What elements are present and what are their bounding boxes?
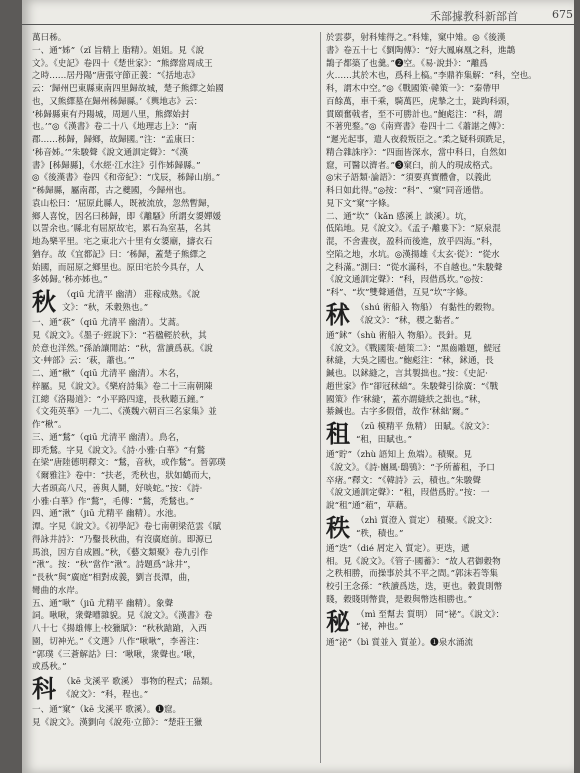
headword-reading: （zū 模精平 魚精） 田賦。《說文》：	[356, 422, 495, 432]
text-line: 彎曲的水岸。	[32, 585, 84, 596]
mi-text	[326, 637, 570, 650]
text-line: 賤，穀賤則幣貴，是穀與幣迭相勝也。”	[326, 594, 473, 605]
text-line: 不著兜鍪。”◎《南齊書》卷四十二《蕭諶之傳》：	[326, 122, 510, 133]
text-line: 地為樂平里。宅之東北六十里有女嬃廟，擣衣石	[32, 237, 213, 247]
zu-text	[326, 449, 570, 513]
text-line: 小雅·白華》作“鶖”，毛傳：“鶖，禿鶖也。”	[32, 496, 195, 507]
entry-zu	[326, 421, 570, 447]
text-line: 一、通“姊”（zǐ 旨精上 脂精）。姐姐。見《說	[32, 45, 204, 56]
headword-reading: （zhì 質澄入 質定） 積聚。《說文》：	[356, 515, 498, 526]
page-header	[22, 6, 574, 25]
text-line: 三、通“鶖”（qiū 尤清平 幽清）。鳥名，	[32, 432, 185, 443]
text-line: ‘秭歸縣東有丹陽城，周迴八里，熊繹始封	[32, 109, 190, 120]
text-line: 書》[秭歸縣]，《水經·江水注》引作姊歸縣。”	[32, 160, 201, 171]
text-line: 趙世家》作“卻冠秫絀”。朱駿聲引徐廣：“《戰	[326, 381, 499, 392]
headword-reading: （shú 術船入 物船） 有黏性的穀物。	[356, 302, 500, 313]
text-line: 大者頭高八尺，善與人鬪，好啖蛇。”按：《詩·	[32, 483, 203, 494]
text-line: 多姊歸。’秭亦姊也。”	[32, 275, 108, 286]
text-line: 通“迭”（dié 屑定入 質定）。更迭，遞	[326, 543, 470, 554]
headword-reading: （mì 至幫去 質明） 同“祕”。《說文》：	[356, 609, 505, 620]
text-line: 郡……秭歸，歸鄉，故歸國。”注：“孟康曰：	[32, 135, 200, 145]
text-line: 見《說文》。漢劉向《說苑·立節》：“楚莊王獵	[32, 717, 203, 728]
text-line: 精合雜誅序》：“四面皆深水，當中科日，自然如	[326, 147, 507, 158]
text-line: 國策》作‘秫縫’，蓋亦謂縫紩之拙也。”秫，	[326, 394, 487, 405]
text-line: 《說文》。《戰國策·趙策二》：“黑齒雕題，鯷冠	[326, 343, 501, 354]
text-line: 二、通“楸”（qiū 尤清平 幽清）。木名，	[32, 369, 185, 379]
text-line: 云：‘歸州巴東縣東南四里歸故城，楚子熊繹之始國	[32, 84, 224, 94]
text-line: 以詈余也。’縣北有屈原故宅，累石為室基，名其	[32, 224, 211, 235]
text-line: 江總《洛陽道》：“小平路四達，長秋聽五鐘。”	[32, 394, 205, 405]
text-line: 通“貯”（zhù 語知上 魚端）。積聚。見	[326, 450, 472, 460]
running-title: 據教科新部首	[452, 10, 518, 23]
text-line: 一、通“窠”（kē 戈溪平 歌溪）。❶窟。	[32, 705, 182, 715]
text-line: 混，不舍晝夜，盈科而後進，放乎四海。”科，	[326, 237, 498, 247]
text-line: 百餘萬，車千乘，騎萬匹，虎摯之士，跿跔科頭，	[326, 96, 516, 107]
text-line: 《爾雅注》卷中：“扶老，禿秋也，狀如鶴而大，	[32, 471, 217, 481]
headword-definition: 《說文》：“科，程也。”	[62, 689, 149, 700]
text-line: 於意也洋然。”孫詒讓閒詁：“秋，當讀爲萩。《說	[32, 343, 213, 354]
text-line: 詞。啾啾，衆聲嘈雜貌。見《說文》。《漢書》卷	[32, 611, 213, 622]
headword-char: 秘	[326, 606, 350, 636]
headword-char: 秫	[326, 299, 350, 329]
tail-text	[32, 704, 332, 730]
text-line: 梓屬。見《說文》。《樂府詩集》卷二十三南朝陳	[32, 381, 213, 392]
text-line: 貫頤奮戟者，至不可勝計也。”鮑彪注：“科，謂	[326, 109, 503, 120]
text-line: 作“楸”。	[32, 420, 67, 430]
body-text	[32, 317, 332, 674]
text-line: 見《說文》。《墨子·經說下》：“若楹輕於秋，其	[32, 330, 207, 341]
text-line: 相。見《說文》。《管子·國蓄》：“故人君御穀物	[326, 556, 501, 567]
headword-reading: （qiū 尤清平 幽清） 莊稼成熟。《說	[62, 290, 200, 300]
headword-char: 租	[326, 419, 350, 448]
text-line: 馬浪，因方自成圓。”秋，《藝文類聚》卷九引作	[32, 547, 209, 558]
text-line: “科”、“坎”雙聲通借，互見“坎”字條。	[326, 288, 473, 298]
text-line: 書》卷五十七《劉陶傳》：“好大鳳麻凰之科，進鵲	[326, 45, 516, 56]
text-line: 之時……居丹陽”唐張守節正義：“《括地志》	[32, 71, 200, 82]
headword-reading: （kē 戈溪平 歌溪） 事物的程式；品類。	[62, 677, 218, 687]
text-line: “湫”。按：“秋”當作“湫”。詩題爲“詠井”，	[32, 560, 197, 571]
text-line: 《文苑英華》一九二、《漢魏六朝百三名家集》並	[32, 407, 217, 418]
text-line: 低陷地。見《說文》。《孟子·離婁下》：“原泉混	[326, 224, 501, 235]
text-line: 鍼也。以鉥縫之，言其製拙也。”按：《史記·	[326, 369, 488, 379]
headword-definition: “祕，神也。”	[356, 622, 404, 633]
text-line: 《說文通訓定聲》：“租，叚借爲貯。”按：一	[326, 488, 490, 499]
headword-char: 秋	[32, 287, 56, 316]
text-line: 文·艸部》云：‘萩，蕭也。’”	[32, 356, 135, 367]
text-line: 四、通“湫”（jiū 尤精平 幽精）。水池。	[32, 509, 182, 520]
text-line: 潭。字見《說文》。《初學記》卷七南朝梁范雲《賦	[32, 522, 222, 532]
text-line: 科，謂木中空。”◎《戰國策·韓策一》：“秦帶甲	[326, 84, 500, 94]
text-line: 於雲夢，射科雉得之。”科雉，窠中雉。◎《後漢	[326, 33, 506, 43]
text-line: 秫縫，大吳之國也。”鮑彪注：“秫，鉥通，長	[326, 356, 494, 367]
headword-char: 科	[32, 674, 56, 703]
headword-definition: “秩，積也。”	[356, 528, 404, 539]
text-line: 二、通“坎”（kǎn 感溪上 談溪）。坑，	[326, 211, 473, 222]
text-line: 五、通“啾”（jiū 尤精平 幽精）。象聲	[32, 598, 174, 609]
left-column	[32, 32, 332, 767]
text-line: “遲光起事，遣人夜殺叛臣之。”柔之疑科頭跣足，	[326, 135, 511, 145]
text-line: 也，又熊繹墓在歸州秭歸縣。’《輿地志》云：	[32, 96, 203, 107]
text-line: 得詠井詩》：“乃鑿長秋曲，有沒廣庭前。即源已	[32, 534, 213, 545]
text-line: 綦鍼也。古字多假借，故作‘秫絀’爾。”	[326, 407, 470, 418]
text-line: 萬曰秭。	[32, 33, 67, 43]
text-line: 之科滿。”測曰：“從水滿科，不自越也。”朱駿聲	[326, 262, 503, 273]
text-line: 科日如此得。”◎按：“科”、“窠”同音通借。	[326, 186, 489, 196]
text-line: 見下文“窠”字條。	[326, 198, 395, 209]
entry-ke	[32, 676, 332, 702]
text-line: “郭璞《三蒼解詁》曰：‘啾啾，衆聲也。’啾，	[32, 649, 201, 660]
entry-shu	[326, 299, 570, 329]
headword-definition: 《說文》：“秫，稷之黏者。”	[356, 315, 460, 326]
intro-text	[32, 32, 332, 287]
headword-definition: “租，田賦也。”	[356, 434, 413, 445]
text-line: 空陷之地，水坑。◎漢揚雄《太玄·從》：“從水	[326, 249, 500, 260]
top-text	[326, 32, 570, 300]
text-line: 《說文通訓定聲》：“科，叚借爲坎。”◎按：	[326, 275, 489, 286]
text-line: 一、通“萩”（qiū 尤清平 幽清）。艾蒿。	[32, 318, 185, 328]
text-line: 校引王念孫：“秩讀爲迭，迭，更也。穀貴則幣	[326, 582, 503, 592]
text-line: ‘秭音姊。’”朱駿聲《說文通訓定聲》：“《漢	[32, 147, 189, 158]
text-line: 卒瘏。”釋文：“《韓詩》云，積也。”朱駿聲	[326, 475, 481, 486]
middle-text	[326, 330, 570, 419]
text-line: 袁山松曰：‘屈原此縣人，既被流放，忽然暫歸，	[32, 198, 216, 209]
entry-mi	[326, 606, 570, 636]
text-line: 或爲秋。”	[32, 662, 67, 673]
text-line: ◎宋子語類·論語》：“須要真實體會，以義此	[326, 173, 492, 184]
text-line: 鄉人喜悅，因名曰秭歸，即《離騷》所謂女嬃嬋媛	[32, 211, 222, 222]
headword-char: 秩	[326, 512, 350, 542]
text-line: 在梁”唐陸德明釋文：“鶖，音秋，或作鶖”。晉郭璞	[32, 458, 226, 469]
text-line: 園，切神光。”《文選》八作“啾啾”，李善注：	[32, 636, 205, 647]
text-line: 也。’”◎《漢書》卷二十八《地理志上》：“南	[32, 122, 198, 133]
dictionary-page	[22, 0, 574, 773]
section-label: 禾部	[430, 10, 452, 23]
text-line: 通“泌”（bì 質並入 質並）。❶泉水涌流	[326, 637, 474, 648]
entry-qiu	[32, 289, 332, 315]
text-line: 說“租”通“蒩”，草藉。	[326, 501, 413, 511]
entry-zhi	[326, 512, 570, 542]
text-line: 火……其於木也，爲科上槁。”李鼎祚集解：“科，空也。	[326, 71, 537, 82]
text-line: 始國，而屈原之鄉里也。原田宅於今具存，人	[32, 262, 204, 273]
page-number: 675	[552, 8, 573, 21]
text-line: 《說文》。《詩·豳風·鴟鴞》：“予所蓄租，予口	[326, 462, 495, 473]
text-line: 文》。《史記》卷四十《楚世家》：“熊繹當周成王	[32, 58, 213, 69]
right-column	[326, 32, 570, 767]
text-line: 猶存。故《宜都記》曰：‘秭歸，蓋楚子熊繹之	[32, 249, 207, 260]
text-line: 窟，可醫以濟者。”❸窠臼，前人的現成格式。	[326, 160, 498, 171]
headword-definition: 文》：“秋，禾穀熟也。”	[62, 302, 149, 313]
text-line: “秭歸縣，屬南郡，古之夔國，今歸州也。	[32, 186, 192, 196]
text-line: 即禿鶖。字見《說文》。《詩·小雅·白華》“有鶖	[32, 445, 206, 456]
text-line: 通“鉥”（shù 術船入 物船）。長針。見	[326, 330, 472, 341]
text-line: 鵲子都築了也羹。”❷空。《易·說卦》：“離爲	[326, 58, 488, 69]
text-line: 之秩相勝，而操事於其不平之間。”郭沫若等集	[326, 569, 498, 580]
text-line: 八十七《揚雄傳上·校獵賦》：“秋秋蹌蹌，入西	[32, 624, 207, 634]
text-line: ◎《後漢書》卷四《和帝紀》：“戊辰，秭歸山崩。”	[32, 173, 221, 184]
text-line: “長秋”與“廣庭”相對成義，劉言長潭，曲，	[32, 573, 196, 583]
zhi-text	[326, 543, 570, 607]
